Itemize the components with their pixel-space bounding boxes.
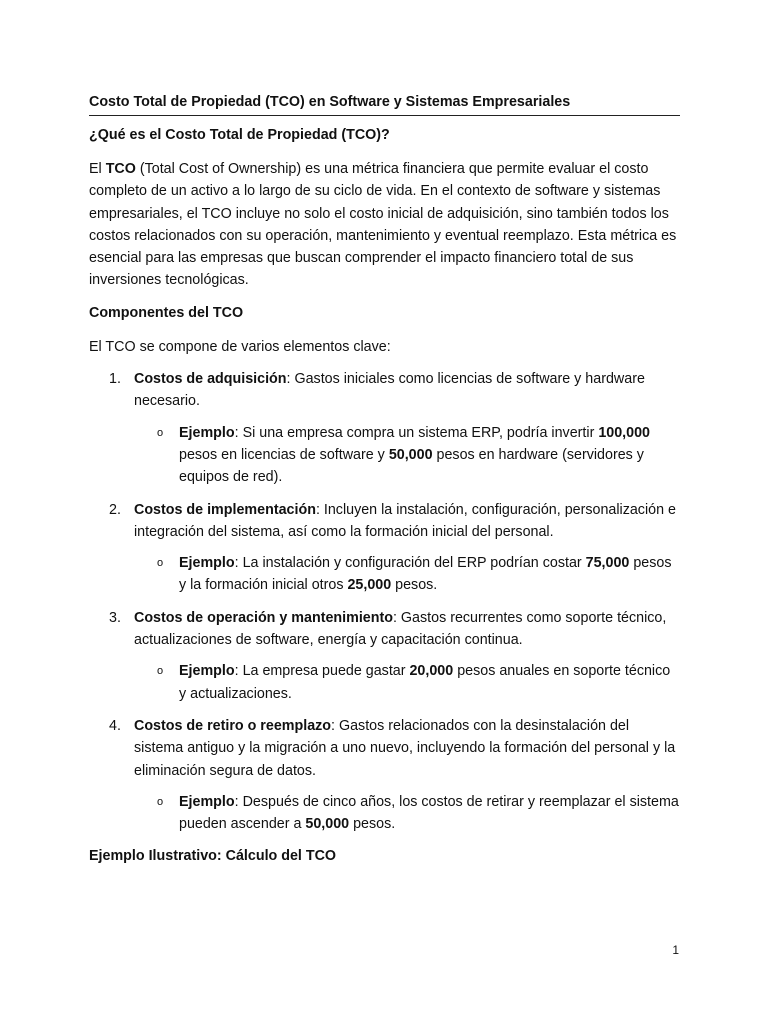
example-text: pesos y la formación inicial otros (179, 555, 672, 594)
section-heading-illustrative-example: Ejemplo Ilustrativo: Cálculo del TCO (89, 848, 337, 865)
bullet-icon: o (157, 665, 164, 678)
example-amount: 50,000 (388, 446, 433, 463)
example-text: : Después de cinco años, los costos de retirar y reemplazar el sistema pueden ascender a (179, 793, 679, 833)
component-desc: : Gastos iniciales como licencias de software y hardware necesario. (134, 371, 645, 410)
bullet-icon: o (157, 557, 164, 570)
list-number: 3. (109, 609, 121, 626)
example-amount: 20,000 (409, 663, 454, 680)
list-number: 1. (109, 371, 121, 388)
example-text: : Si una empresa compra un sistema ERP, podría invertir (234, 424, 599, 441)
example-text: pesos en licencias de software y (179, 446, 389, 463)
example-label: Ejemplo (179, 424, 235, 441)
document-title: Costo Total de Propiedad (TCO) en Software y Sistemas Empresariales (89, 92, 680, 116)
example-label: Ejemplo (179, 555, 235, 572)
example-sub-item (89, 791, 680, 836)
example-text: pesos. (349, 816, 396, 833)
component-desc: : Gastos relacionados con la desinstalación del sistema antiguo y la migración a uno nuevo, incluyendo la formación del personal y la eliminación segura de datos. (134, 717, 676, 779)
section-heading-components: Componentes del TCO (89, 304, 244, 321)
example-label: Ejemplo (179, 793, 235, 810)
component-term: Costos de adquisición (134, 371, 287, 388)
example-amount: 25,000 (347, 577, 392, 594)
component-desc: : Gastos recurrentes como soporte técnico, actualizaciones de software, energía y capacitación continua. (134, 609, 667, 649)
example-text: : La empresa puede gastar (234, 663, 410, 680)
component-term: Costos de implementación (134, 501, 316, 518)
example-sub-item (89, 422, 680, 489)
example-amount: 100,000 (598, 424, 650, 441)
intro-paragraph (89, 158, 680, 292)
example-text: pesos en hardware (servidores y equipos de red). (179, 446, 644, 486)
list-number: 4. (109, 717, 121, 734)
component-desc: : Incluyen la instalación, configuración, personalización e integración del sistema, así como la formación inicial del personal. (134, 501, 676, 540)
intro-bold-term: TCO (105, 161, 136, 177)
example-text: pesos. (391, 577, 438, 594)
section-heading-what-is-tco: ¿Qué es el Costo Total de Propiedad (TCO)? (89, 127, 390, 143)
list-number: 2. (109, 501, 121, 518)
example-amount: 75,000 (585, 555, 630, 572)
component-term: Costos de operación y mantenimiento (134, 609, 393, 626)
example-text: pesos anuales en soporte técnico y actualizaciones. (179, 663, 671, 702)
example-sub-item (89, 660, 680, 705)
list-item-component-3 (89, 607, 680, 705)
intro-post: (Total Cost of Ownership) es una métrica financiera que permite evaluar el costo completo de un activo a lo largo de su ciclo de vida. En el contexto de software y sistemas empresariales, el TCO incluye no solo el costo inicial de adquisición, sino también todos los costos relacionados con su operación, mantenimiento y eventual reemplazo. Esta métrica es esencial para las empresas que buscan comprender el impacto financiero total de sus inversiones tecnológicas. (89, 161, 677, 289)
example-label: Ejemplo (179, 663, 235, 680)
list-item-component-4 (89, 715, 680, 835)
example-amount: 50,000 (305, 816, 350, 833)
component-term: Costos de retiro o reemplazo (134, 717, 332, 734)
bullet-icon: o (157, 426, 164, 439)
bullet-icon: o (157, 795, 164, 808)
list-item-component-1 (89, 368, 680, 488)
list-item-component-2 (89, 499, 680, 597)
page-number: 1 (672, 943, 679, 957)
components-list (89, 368, 680, 835)
intro-pre: El (89, 161, 106, 177)
example-sub-item (89, 552, 680, 597)
example-text: : La instalación y configuración del ERP podrían costar (234, 555, 586, 572)
components-intro: El TCO se compone de varios elementos clave: (89, 338, 391, 355)
